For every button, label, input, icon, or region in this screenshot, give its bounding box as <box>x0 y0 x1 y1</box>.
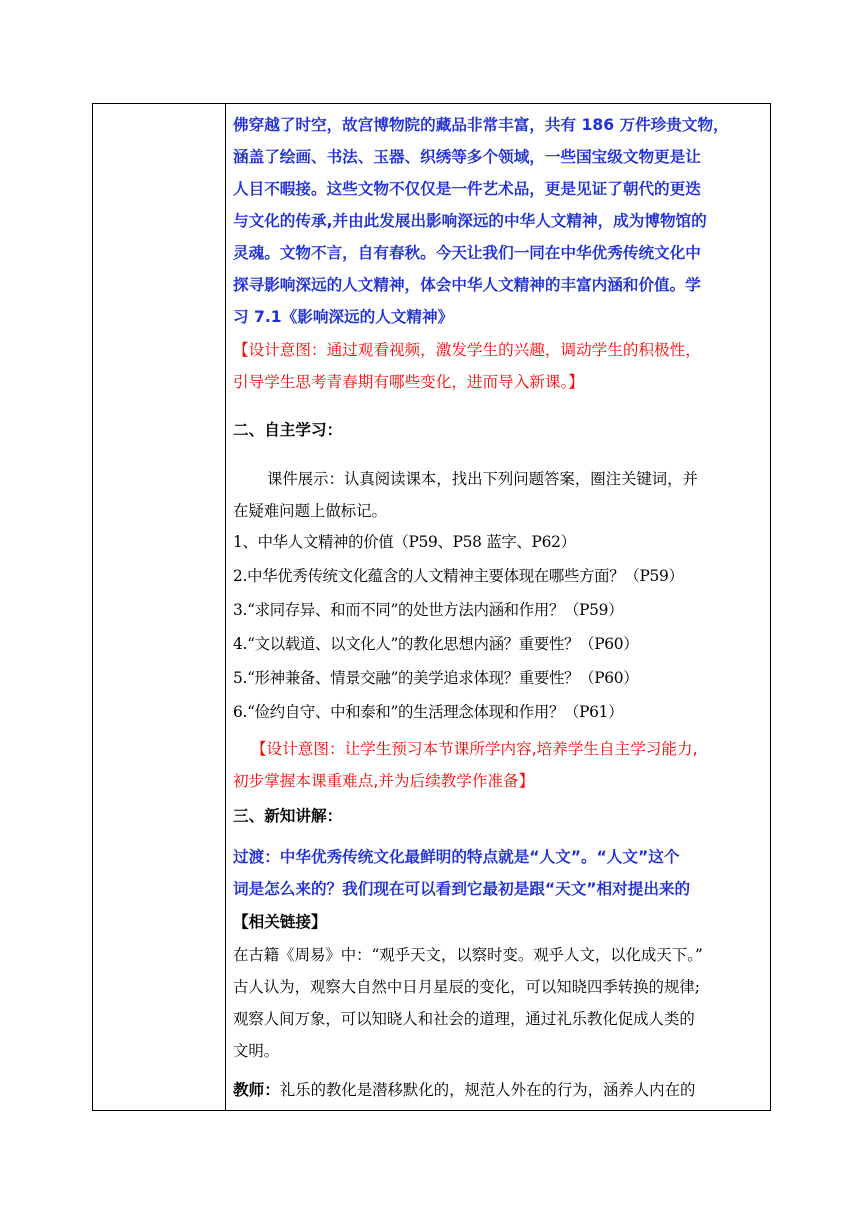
intro-line: 佛穿越了时空，故宫博物院的藏品非常丰富，共有 186 万件珍贵文物， <box>233 116 729 134</box>
lesson-table <box>92 103 771 1111</box>
design-intent-line: 初步掌握本课重难点,并为后续教学作准备】 <box>233 772 535 790</box>
teacher-text: 礼乐的教化是潜移默化的，规范人外在的行为，涵养人内在的 <box>279 1081 696 1099</box>
intro-line: 人目不暇接。这些文物不仅仅是一件艺术品，更是见证了朝代的更迭 <box>233 180 701 198</box>
teacher-label: 教师： <box>233 1081 280 1099</box>
intro-line: 灵魂。文物不言，自有春秋。今天让我们一同在中华优秀传统文化中 <box>233 244 701 262</box>
design-intent-line: 【设计意图：通过观看视频，激发学生的兴趣，调动学生的积极性， <box>233 341 701 359</box>
related-link-line: 文明。 <box>233 1042 280 1060</box>
question-item: 6.“俭约自守、中和泰和”的生活理念体现和作用？（P61） <box>233 703 624 721</box>
related-link-line: 在古籍《周易》中：“观乎天文，以察时变。观乎人文，以化成天下。” <box>233 946 703 964</box>
design-intent-line: 【设计意图：让学生预习本节课所学内容,培养学生自主学习能力, <box>251 740 698 758</box>
related-link-line: 古人认为，观察大自然中日月星辰的变化，可以知晓四季转换的规律; <box>233 978 700 996</box>
question-item: 5.“形神兼备、情景交融”的美学追求体现？重要性？（P60） <box>233 669 639 687</box>
section-title-new-knowledge: 三、新知讲解： <box>233 807 343 825</box>
table-left-column <box>93 104 226 1110</box>
transition-line: 过渡：中华优秀传统文化最鲜明的特点就是“人文”。“人文”这个 <box>233 848 680 866</box>
design-intent-line: 引导学生思考青春期有哪些变化，进而导入新课。】 <box>233 373 584 391</box>
courseware-line: 课件展示：认真阅读课本，找出下列问题答案，圈注关键词，并 <box>267 470 698 488</box>
courseware-line: 在疑难问题上做标记。 <box>233 502 387 520</box>
intro-line: 涵盖了绘画、书法、玉器、织绣等多个领域，一些国宝级文物更是让 <box>233 148 701 166</box>
table-right-column <box>227 104 770 1110</box>
section-title-self-study: 二、自主学习： <box>233 421 343 439</box>
teacher-line <box>233 1080 695 1100</box>
question-item: 4.“文以载道、以文化人”的教化思想内涵？重要性？（P60） <box>233 635 639 653</box>
intro-line: 习 7.1《影响深远的人文精神》 <box>233 308 454 326</box>
question-item: 2.中华优秀传统文化蕴含的人文精神主要体现在哪些方面？（P59） <box>233 567 684 585</box>
question-item: 1、中华人文精神的价值（P59、P58 蓝字、P62） <box>233 533 576 551</box>
intro-line: 与文化的传承,并由此发展出影响深远的中华人文精神，成为博物馆的 <box>233 212 707 230</box>
transition-line: 词是怎么来的？我们现在可以看到它最初是跟“天文”相对提出来的 <box>233 880 691 898</box>
related-link-title: 【相关链接】 <box>233 913 327 931</box>
related-link-line: 观察人间万象，可以知晓人和社会的道理，通过礼乐教化促成人类的 <box>233 1010 695 1028</box>
question-item: 3.“求同存异、和而不同”的处世方法内涵和作用？（P59） <box>233 601 624 619</box>
intro-line: 探寻影响深远的人文精神，体会中华人文精神的丰富内涵和价值。学 <box>233 276 701 294</box>
